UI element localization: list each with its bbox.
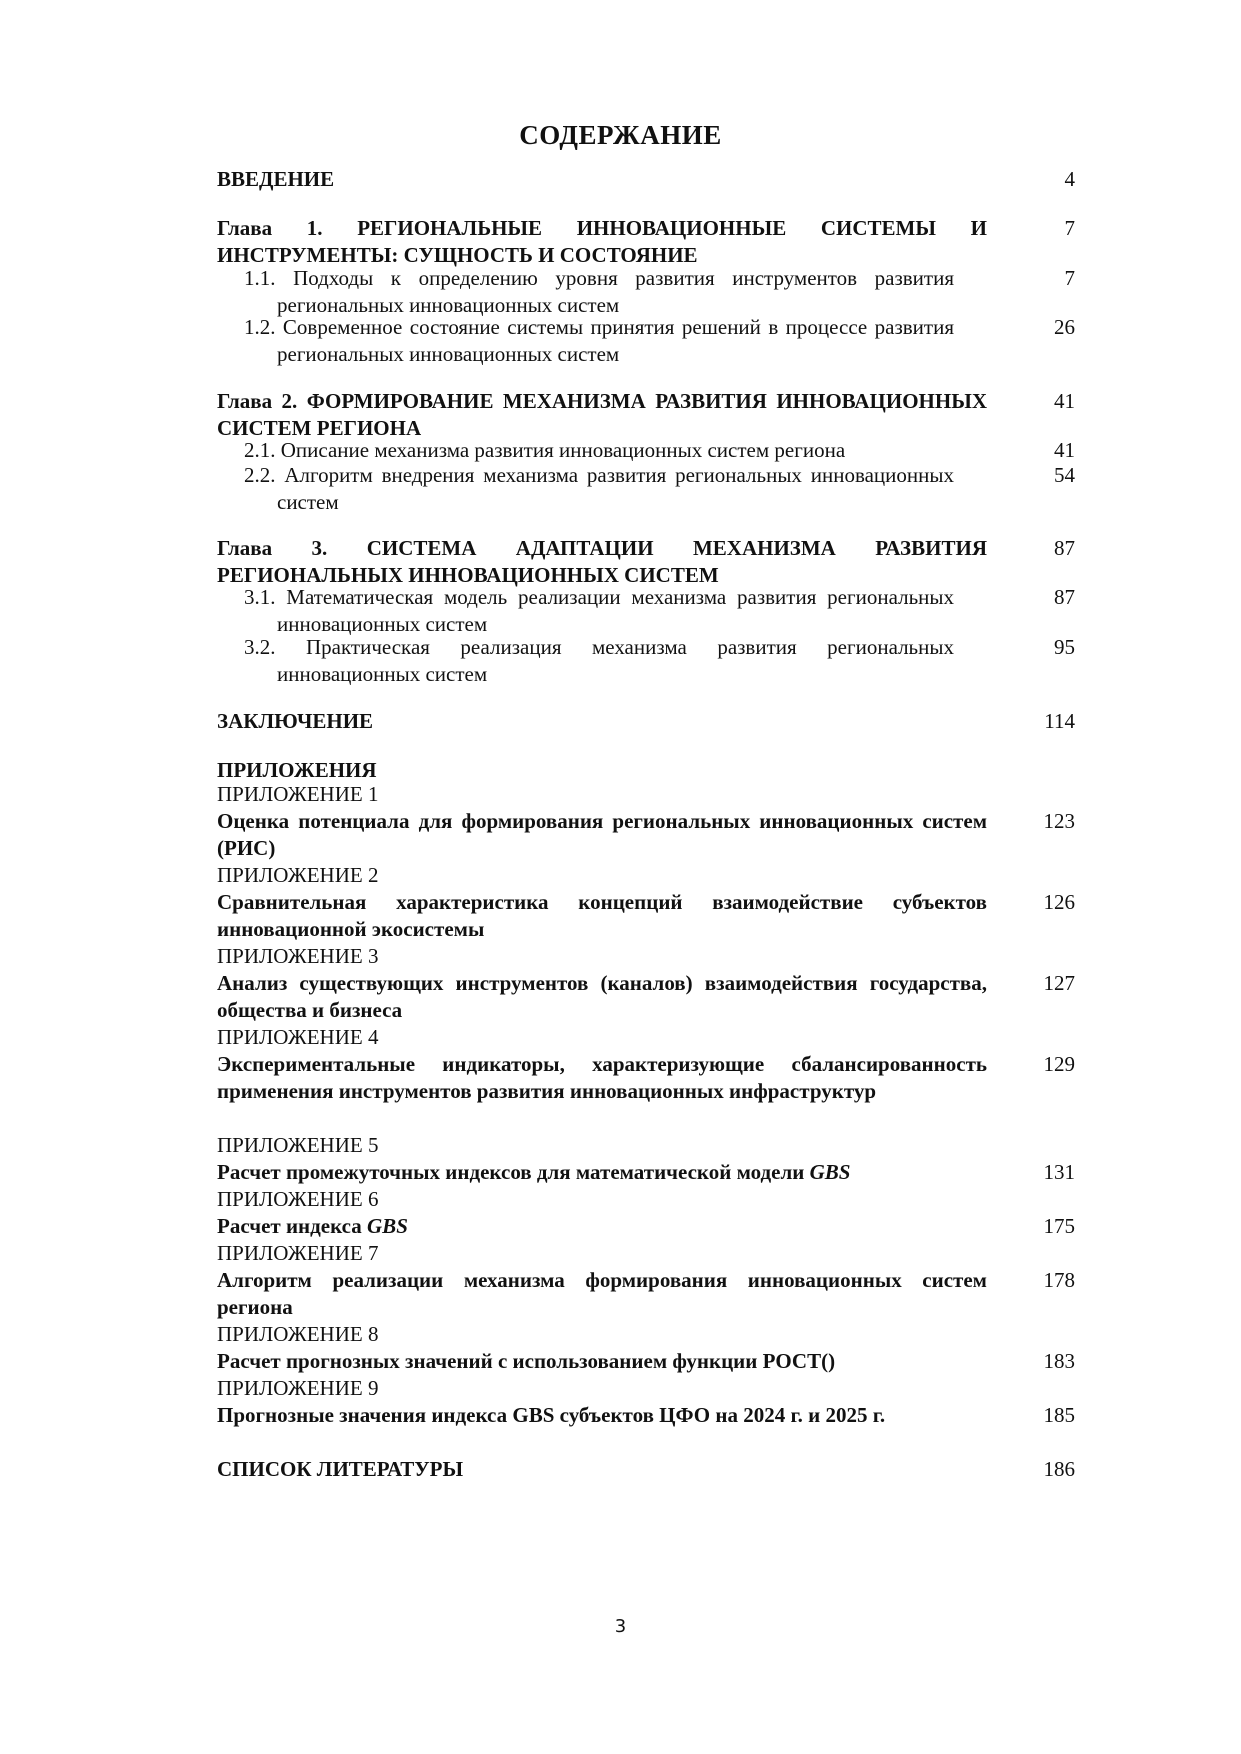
appendix-label: ПРИЛОЖЕНИЕ 9 bbox=[217, 1376, 379, 1400]
toc-page: 54 bbox=[1054, 463, 1075, 487]
toc-label: Глава 2. ФОРМИРОВАНИЕ МЕХАНИЗМА РАЗВИТИЯ ИННОВАЦИОННЫХ СИСТЕМ РЕГИОНА bbox=[217, 389, 987, 440]
appendix-title-emphasis: GBS bbox=[809, 1160, 851, 1184]
toc-page: 183 bbox=[1043, 1349, 1075, 1373]
toc-entry-chapter-3[interactable] bbox=[217, 535, 1075, 589]
appendix-title: Прогнозные значения индекса GBS субъектов ЦФО на 2024 г. и 2025 г. bbox=[217, 1403, 886, 1427]
toc-page: 178 bbox=[1043, 1268, 1075, 1292]
page-number: 3 bbox=[614, 1616, 627, 1637]
appendix-title: Алгоритм реализации механизма формирования инновационных систем региона bbox=[217, 1268, 987, 1319]
appendix-title: Экспериментальные индикаторы, характеризующие сбалансированность применения инструментов развития инновационных инфраструктур bbox=[217, 1052, 987, 1103]
toc-label: 2.2. Алгоритм внедрения механизма развития региональных инновационных систем bbox=[244, 463, 954, 514]
toc-entry-appendix-4[interactable] bbox=[217, 1024, 1075, 1105]
toc-appendices-heading: ПРИЛОЖЕНИЯ bbox=[217, 758, 377, 782]
toc-page: 4 bbox=[1064, 167, 1075, 191]
toc-page: 41 bbox=[1054, 389, 1075, 413]
toc-page: 7 bbox=[1064, 216, 1075, 240]
toc-label: ВВЕДЕНИЕ bbox=[217, 167, 335, 191]
toc-entry-section-2-2[interactable] bbox=[217, 462, 1075, 516]
toc-entry-appendix-2[interactable] bbox=[217, 862, 1075, 943]
toc-label: 1.1. Подходы к определению уровня развития инструментов развития региональных инновационных систем bbox=[244, 266, 954, 317]
toc-page: 185 bbox=[1043, 1403, 1075, 1427]
appendix-title: Анализ существующих инструментов (каналов) взаимодействия государства, общества и бизнеса bbox=[217, 971, 987, 1022]
appendix-title: Оценка потенциала для формирования региональных инновационных систем (РИС) bbox=[217, 809, 987, 860]
toc-label: ЗАКЛЮЧЕНИЕ bbox=[217, 709, 374, 733]
toc-page: 26 bbox=[1054, 315, 1075, 339]
toc-label: 1.2. Современное состояние системы принятия решений в процессе развития региональных инновационных систем bbox=[244, 315, 954, 366]
toc-label: Глава 1. РЕГИОНАЛЬНЫЕ ИННОВАЦИОННЫЕ СИСТЕМЫ И ИНСТРУМЕНТЫ: СУЩНОСТЬ И СОСТОЯНИЕ bbox=[217, 216, 987, 267]
toc-entry-appendix-7[interactable] bbox=[217, 1240, 1075, 1321]
appendix-title: Расчет индекса GBS bbox=[217, 1214, 408, 1238]
toc-entry-appendix-3[interactable] bbox=[217, 943, 1075, 1024]
toc-page: 131 bbox=[1043, 1160, 1075, 1184]
toc-entry-section-2-1[interactable] bbox=[217, 437, 1075, 464]
toc-entry-section-3-1[interactable] bbox=[217, 584, 1075, 638]
appendix-title: Расчет прогнозных значений с использованием функции РОСТ() bbox=[217, 1349, 836, 1373]
toc-entry-appendix-6[interactable] bbox=[217, 1186, 1075, 1240]
toc-entry-appendix-8[interactable] bbox=[217, 1321, 1075, 1375]
toc-page: 127 bbox=[1043, 971, 1075, 995]
appendix-title-emphasis: GBS bbox=[367, 1214, 408, 1238]
appendix-title: Расчет промежуточных индексов для математической модели GBS bbox=[217, 1160, 851, 1184]
toc-label: 2.1. Описание механизма развития инновационных систем региона bbox=[244, 438, 846, 462]
appendix-label: ПРИЛОЖЕНИЕ 4 bbox=[217, 1025, 379, 1049]
toc-page: 87 bbox=[1054, 536, 1075, 560]
appendix-label: ПРИЛОЖЕНИЕ 5 bbox=[217, 1133, 379, 1157]
appendix-label: ПРИЛОЖЕНИЕ 6 bbox=[217, 1187, 379, 1211]
toc-entry-chapter-2[interactable] bbox=[217, 388, 1075, 442]
toc-page: 7 bbox=[1064, 266, 1075, 290]
toc-page: 87 bbox=[1054, 585, 1075, 609]
toc-entry-references[interactable] bbox=[217, 1456, 1075, 1483]
toc-entry-section-3-2[interactable] bbox=[217, 634, 1075, 688]
page-title: СОДЕРЖАНИЕ bbox=[519, 120, 722, 150]
toc-entry-appendix-1[interactable] bbox=[217, 781, 1075, 862]
toc-entry-appendix-9[interactable] bbox=[217, 1375, 1075, 1429]
toc-page: 175 bbox=[1043, 1214, 1075, 1238]
toc-page: 123 bbox=[1043, 809, 1075, 833]
toc-entry-chapter-1[interactable] bbox=[217, 215, 1075, 269]
toc-page: 129 bbox=[1043, 1052, 1075, 1076]
toc-page: 41 bbox=[1054, 438, 1075, 462]
toc-page: 95 bbox=[1054, 635, 1075, 659]
toc-page: 186 bbox=[1043, 1457, 1075, 1481]
toc-entry-intro[interactable] bbox=[217, 166, 1075, 193]
toc-label: Глава 3. СИСТЕМА АДАПТАЦИИ МЕХАНИЗМА РАЗВИТИЯ РЕГИОНАЛЬНЫХ ИННОВАЦИОННЫХ СИСТЕМ bbox=[217, 536, 987, 587]
appendix-label: ПРИЛОЖЕНИЕ 1 bbox=[217, 782, 379, 806]
toc-page: 114 bbox=[1044, 709, 1075, 733]
toc-label: СПИСОК ЛИТЕРАТУРЫ bbox=[217, 1457, 464, 1481]
toc-label: 3.1. Математическая модель реализации механизма развития региональных инновационных систем bbox=[244, 585, 954, 636]
appendix-label: ПРИЛОЖЕНИЕ 8 bbox=[217, 1322, 379, 1346]
toc-entry-appendix-5[interactable] bbox=[217, 1132, 1075, 1186]
toc-page: 126 bbox=[1043, 890, 1075, 914]
appendix-title: Сравнительная характеристика концепций взаимодействие субъектов инновационной экосистемы bbox=[217, 890, 987, 941]
toc-label: 3.2. Практическая реализация механизма развития региональных инновационных систем bbox=[244, 635, 954, 686]
appendix-label: ПРИЛОЖЕНИЕ 7 bbox=[217, 1241, 379, 1265]
appendix-label: ПРИЛОЖЕНИЕ 2 bbox=[217, 863, 379, 887]
toc-entry-section-1-2[interactable] bbox=[217, 314, 1075, 368]
toc-entry-section-1-1[interactable] bbox=[217, 265, 1075, 319]
toc-entry-conclusion[interactable] bbox=[217, 708, 1075, 735]
appendix-label: ПРИЛОЖЕНИЕ 3 bbox=[217, 944, 379, 968]
